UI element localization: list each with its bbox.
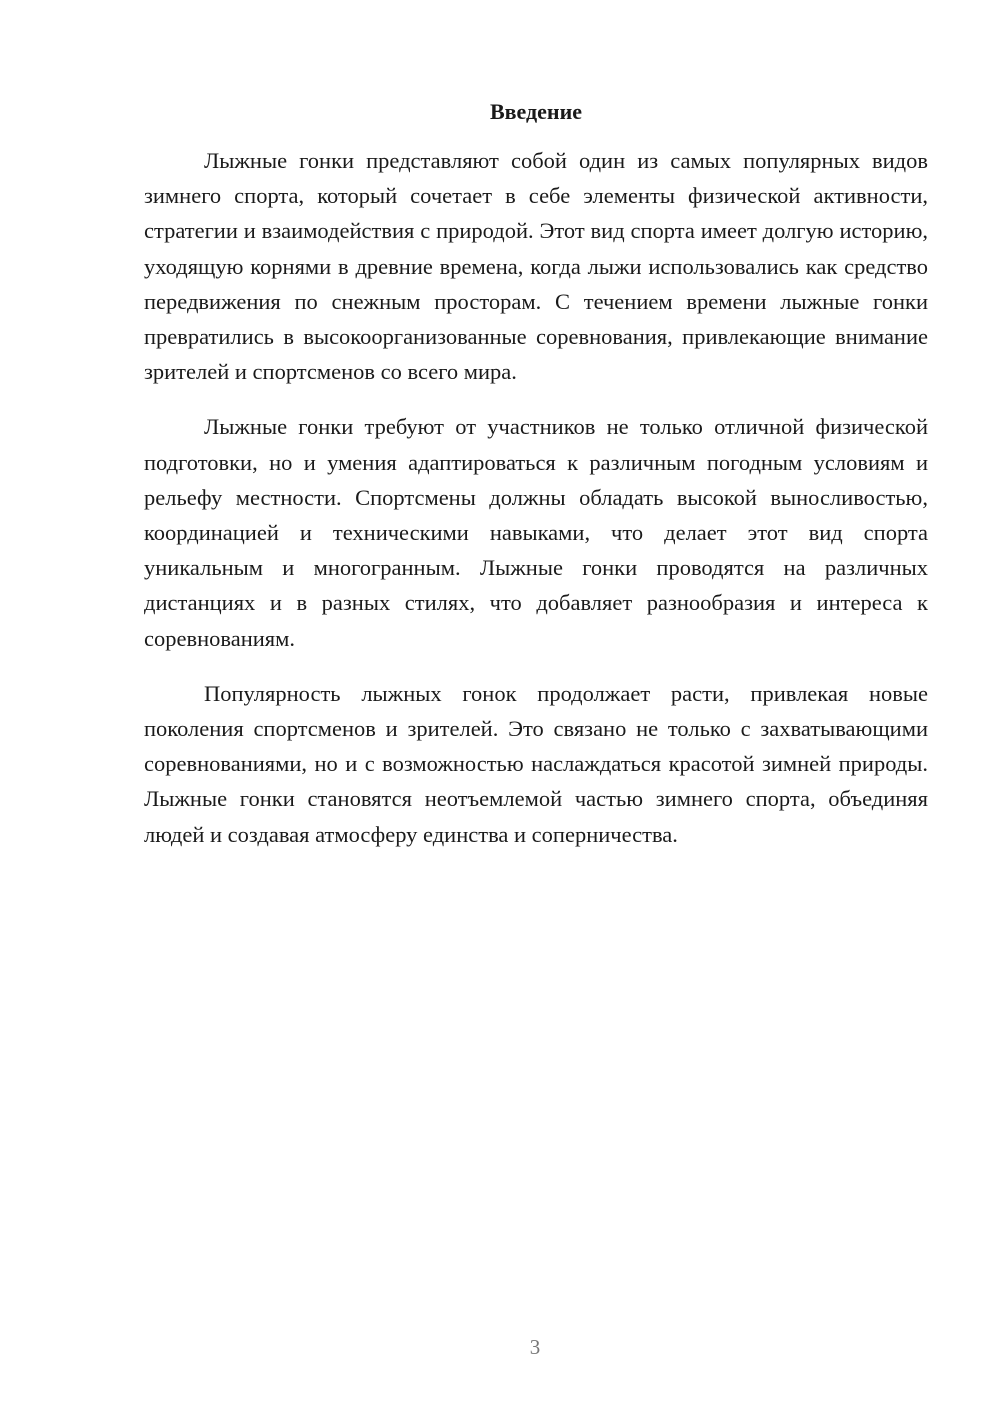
paragraph-1: Лыжные гонки представляют собой один из самых популярных видов зимнего спорта, который сочетает в себе элементы физической активности, стратегии и взаимодействия с природой. Этот вид спорта имеет долгую историю, уходящую корнями в древние времена, когда лыжи использовались как средство передвижения по снежным просторам. С течением времени лыжные гонки превратились в высокоорганизованные соревнования, привлекающие внимание зрителей и спортсменов со всего мира. xyxy=(144,148,928,385)
section-heading: Введение xyxy=(489,99,583,124)
paragraph-2: Лыжные гонки требуют от участников не только отличной физической подготовки, но и умения адаптироваться к различным погодным условиям и рельефу местности. Спортсмены должны обладать высокой выносливостью, координацией и техническими навыками, что делает этот вид спорта уникальным и многогранным. Лыжные гонки проводятся на различных дистанциях и в разных стилях, что добавляет разнообразия и интереса к соревнованиям. xyxy=(144,414,928,651)
body-text xyxy=(144,143,928,872)
paragraph-3: Популярность лыжных гонок продолжает расти, привлекая новые поколения спортсменов и зрителей. Это связано не только с захватывающими соревнованиями, но и с возможностью наслаждаться красотой зимней природы. Лыжные гонки становятся неотъемлемой частью зимнего спорта, объединяя людей и создавая атмосферу единства и соперничества. xyxy=(144,680,928,847)
page-number: 3 xyxy=(529,1335,541,1359)
